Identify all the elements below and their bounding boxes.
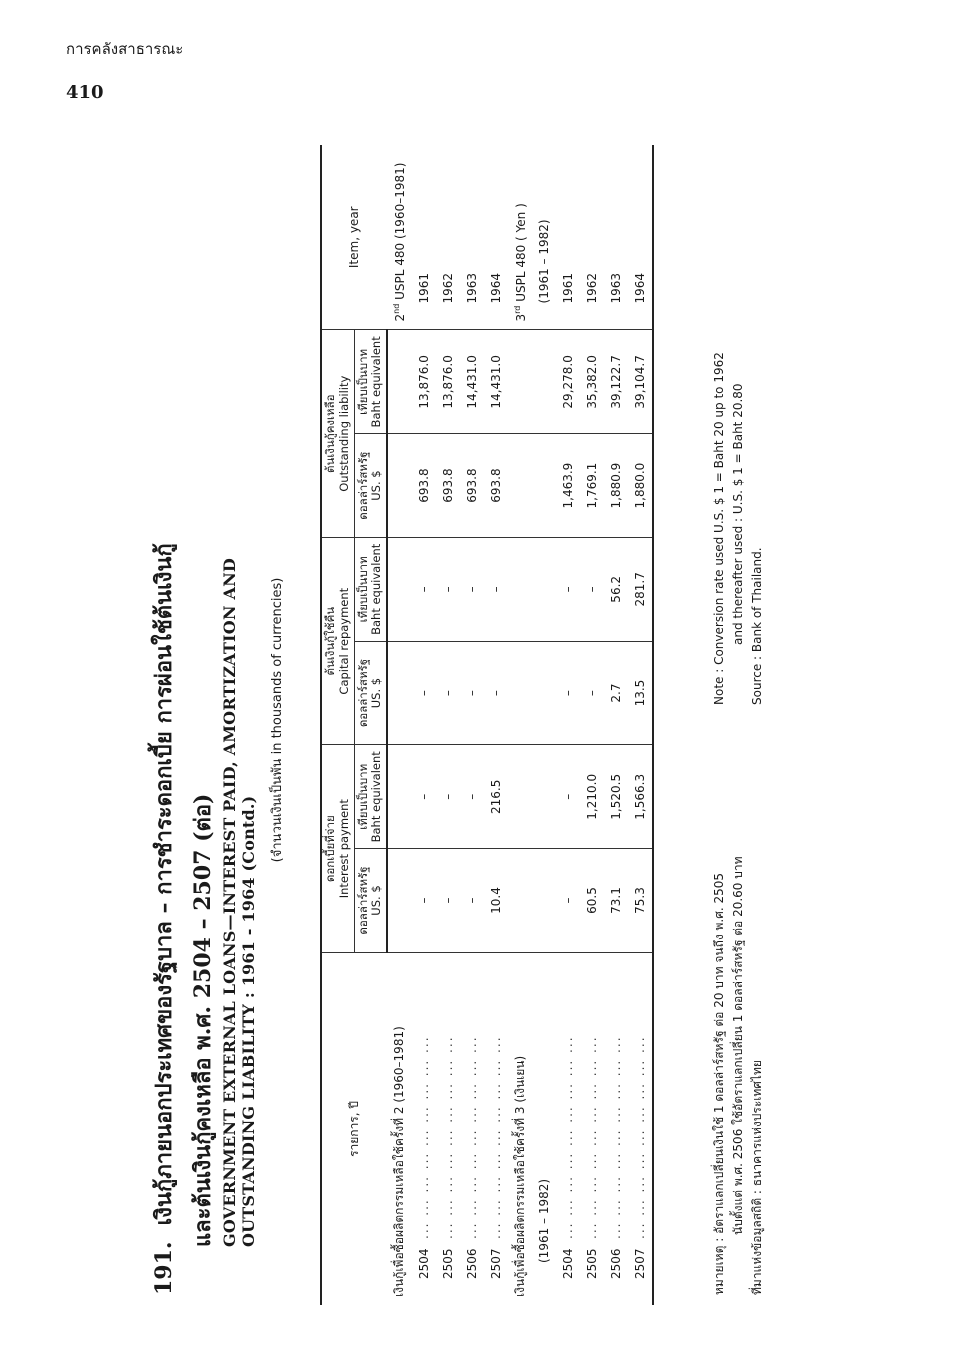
group-header-outstanding	[321, 330, 354, 537]
subheader-baht-thai: เทียบเป็นบาท	[355, 556, 370, 623]
cell-outstanding-baht: 39,122.7	[604, 330, 628, 434]
group-header-capital	[321, 537, 354, 744]
cell-interest-usd: 73.1	[604, 849, 628, 953]
section-label-thai-continued: (1961 – 1982)	[537, 1178, 552, 1263]
cell-capital-usd: –	[436, 641, 460, 745]
table-number: 191.	[151, 1241, 177, 1295]
cell-interest-baht: 1,210.0	[580, 745, 604, 849]
table-row	[628, 145, 653, 1305]
group-capital-english: Capital repayment	[336, 587, 351, 695]
loans-table	[320, 145, 654, 1305]
note-thai-line1: อัตราแลกเปลี่ยนเงินใช้ 1 ดอลล่าร์สหรัฐ ต่อ 20 บาท จนถึง พ.ศ. 2505	[712, 872, 726, 1234]
table-row	[484, 145, 508, 1305]
cell-outstanding-baht: 14,431.0	[460, 330, 484, 434]
table-row	[580, 145, 604, 1305]
section-label-english-continued: (1961 – 1982)	[532, 145, 556, 330]
cell-outstanding-usd: 693.8	[460, 434, 484, 538]
cell-outstanding-baht: 29,278.0	[556, 330, 580, 434]
cell-capital-baht: 281.7	[628, 537, 653, 641]
cell-capital-usd: –	[460, 641, 484, 745]
year-thai: 2504	[561, 1248, 576, 1279]
subheader-baht	[354, 330, 387, 434]
cell-capital-baht: –	[556, 537, 580, 641]
subheader-dollar-english: US. $	[369, 470, 384, 501]
year-thai: 2504	[417, 1248, 432, 1279]
section-label-english-text: USPL 480 (1960–1981)	[393, 162, 408, 304]
year-english: 1961	[412, 145, 436, 330]
source-thai: ธนาคารแห่งประเทศไทย	[750, 1060, 765, 1187]
note-thai-label: หมายเหตุ :	[712, 1237, 726, 1295]
cell-outstanding-usd: 1,880.0	[628, 434, 653, 538]
cell-capital-usd: –	[412, 641, 436, 745]
title-english-line2: OUTSTANDING LIABILITY : 1961 - 1964 (Contd.)	[239, 795, 258, 1247]
section-row-continued	[532, 145, 556, 1305]
notes-english	[710, 145, 768, 705]
section-row	[508, 145, 532, 1305]
table-row	[604, 145, 628, 1305]
cell-capital-baht: –	[412, 537, 436, 641]
table-row	[556, 145, 580, 1305]
year-thai: 2507	[633, 1248, 648, 1279]
cell-capital-baht: 56.2	[604, 537, 628, 641]
section-label-thai: เงินกู้เพื่อซื้อผลิตกรรมเหลือใช้ครั้งที่ 2 (1960–1981)	[392, 1026, 407, 1297]
table-row	[412, 145, 436, 1305]
section-label-english-ordinal: nd	[392, 303, 402, 314]
section-label-english	[387, 145, 412, 330]
subheader-dollar	[354, 641, 387, 745]
subheader-baht-thai: เทียบเป็นบาท	[355, 763, 370, 830]
source-thai-label: ที่มาแห่งข้อมูลสถิติ :	[750, 1190, 765, 1295]
note-thai-line2: นับตั้งแต่ พ.ศ. 2506 ใช้อัตราแลกเปลี่ยน 1 ดอลล่าร์สหรัฐ ต่อ 20.60 บาท	[731, 856, 746, 1235]
cell-outstanding-usd: 693.8	[436, 434, 460, 538]
subheader-dollar	[354, 849, 387, 953]
section-label-english	[508, 145, 532, 330]
subheader-baht	[354, 537, 387, 641]
cell-interest-baht: 216.5	[484, 745, 508, 849]
year-thai: 2506	[609, 1248, 624, 1279]
section-label-english-ordinal: rd	[512, 305, 522, 314]
right-stub-header: Item, year	[321, 145, 387, 330]
cell-interest-usd: –	[460, 849, 484, 953]
year-english: 1964	[628, 145, 653, 330]
cell-interest-usd: –	[436, 849, 460, 953]
cell-capital-baht: –	[484, 537, 508, 641]
subheader-dollar-thai: ดอลล่าร์สหรัฐ	[355, 451, 370, 520]
subheader-baht-english: Baht equivalent	[369, 336, 384, 428]
source-english: Source : Bank of Thailand.	[750, 547, 765, 705]
cell-interest-usd: 10.4	[484, 849, 508, 953]
cell-capital-usd: –	[580, 641, 604, 745]
year-thai: 2505	[441, 1248, 456, 1279]
page-header: การคลังสาธารณะ	[66, 40, 184, 58]
section-label-thai: เงินกู้เพื่อซื้อผลิตกรรมเหลือใช้ครั้งที่ 3 (เงินเยน)	[512, 1055, 527, 1297]
cell-outstanding-usd: 1,769.1	[580, 434, 604, 538]
cell-interest-baht: 1,520.5	[604, 745, 628, 849]
row-year-thai: 2504... ... ... ... ... ... ... ... ...	[561, 1035, 576, 1279]
cell-outstanding-baht: 35,382.0	[580, 330, 604, 434]
row-year-thai: 2506... ... ... ... ... ... ... ... ...	[465, 1035, 480, 1279]
row-year-thai: 2507... ... ... ... ... ... ... ... ...	[489, 1035, 504, 1279]
cell-interest-baht: –	[412, 745, 436, 849]
subheader-dollar	[354, 434, 387, 538]
row-year-thai: 2506... ... ... ... ... ... ... ... ...	[609, 1035, 624, 1279]
year-english: 1963	[460, 145, 484, 330]
group-capital-thai: ต้นเงินกู้ใช้คืน	[323, 606, 337, 676]
cell-interest-usd: 75.3	[628, 849, 653, 953]
group-interest-thai: ดอกเบี้ยที่จ่าย	[323, 815, 337, 883]
cell-interest-baht: –	[460, 745, 484, 849]
subheader-dollar-english: US. $	[369, 885, 384, 916]
year-english: 1962	[436, 145, 460, 330]
cell-outstanding-usd: 693.8	[484, 434, 508, 538]
cell-capital-usd: 2.7	[604, 641, 628, 745]
table-row	[460, 145, 484, 1305]
subheader-baht-english: Baht equivalent	[369, 751, 384, 843]
subheader-dollar-thai: ดอลล่าร์สหรัฐ	[355, 866, 370, 935]
cell-interest-usd: –	[412, 849, 436, 953]
subheader-baht	[354, 745, 387, 849]
group-interest-english: Interest payment	[336, 799, 351, 899]
year-thai: 2505	[585, 1248, 600, 1279]
note-english-line2: and thereafter used : U.S. $ 1 = Baht 20.80	[731, 383, 746, 645]
cell-outstanding-baht: 13,876.0	[436, 330, 460, 434]
group-outstanding-english: Outstanding liability	[336, 375, 351, 492]
note-english-line1: Note : Conversion rate used U.S. $ 1 = Baht 20 up to 1962	[712, 352, 726, 705]
year-english: 1964	[484, 145, 508, 330]
cell-interest-usd: –	[556, 849, 580, 953]
table-row	[436, 145, 460, 1305]
title-thai-line1: เงินกู้ภายนอกประเทศของรัฐบาล – การชำระดอกเบี้ย การผ่อนใช้ต้นเงินกู้	[151, 543, 177, 1226]
group-outstanding-thai: ต้นเงินกู้คงเหลือ	[323, 394, 337, 473]
section-label-english-number: 2	[393, 313, 408, 322]
subheader-dollar-thai: ดอลล่าร์สหรัฐ	[355, 658, 370, 728]
row-year-thai: 2507... ... ... ... ... ... ... ... ...	[628, 952, 653, 1305]
cell-capital-usd: –	[484, 641, 508, 745]
cell-outstanding-usd: 1,463.9	[556, 434, 580, 538]
stub-header: รายการ, ปี	[321, 952, 387, 1305]
cell-outstanding-baht: 14,431.0	[484, 330, 508, 434]
section-row	[387, 145, 412, 1305]
subheader-baht-thai: เทียบเป็นบาท	[355, 348, 370, 415]
cell-interest-baht: 1,566.3	[628, 745, 653, 849]
cell-outstanding-usd: 693.8	[412, 434, 436, 538]
year-thai: 2506	[465, 1248, 480, 1279]
title-english-line1: GOVERNMENT EXTERNAL LOANS—INTEREST PAID, AMORTIZATION AND	[220, 558, 239, 1247]
cell-capital-baht: –	[436, 537, 460, 641]
title-thai-line2: และต้นเงินกู้คงเหลือ พ.ศ. 2504 – 2507 (ต่อ)	[190, 793, 216, 1247]
cell-outstanding-baht: 39,104.7	[628, 330, 653, 434]
group-header-interest	[321, 745, 354, 952]
cell-capital-usd: 13.5	[628, 641, 653, 745]
year-thai: 2507	[489, 1248, 504, 1279]
units-note: (จำนวนเงินเป็นพัน in thousands of currencies)	[270, 577, 285, 863]
table-title	[146, 145, 287, 1295]
cell-capital-usd: –	[556, 641, 580, 745]
year-english: 1961	[556, 145, 580, 330]
cell-capital-baht: –	[460, 537, 484, 641]
row-year-thai: 2505... ... ... ... ... ... ... ... ...	[585, 1035, 600, 1279]
cell-interest-baht: –	[556, 745, 580, 849]
cell-capital-baht: –	[580, 537, 604, 641]
page-number: 410	[66, 82, 104, 103]
cell-outstanding-baht: 13,876.0	[412, 330, 436, 434]
subheader-dollar-english: US. $	[369, 677, 384, 709]
year-english: 1963	[604, 145, 628, 330]
section-label-english-text: USPL 480 ( Yen )	[513, 203, 528, 306]
cell-interest-usd: 60.5	[580, 849, 604, 953]
year-english: 1962	[580, 145, 604, 330]
section-label-english-number: 3	[513, 313, 528, 322]
cell-interest-baht: –	[436, 745, 460, 849]
notes-thai	[710, 735, 768, 1295]
subheader-baht-english: Baht equivalent	[369, 543, 384, 635]
row-year-thai: 2505... ... ... ... ... ... ... ... ...	[441, 1035, 456, 1279]
rotated-content	[140, 130, 830, 1305]
row-year-thai: 2504... ... ... ... ... ... ... ... ...	[417, 1035, 432, 1279]
cell-outstanding-usd: 1,880.9	[604, 434, 628, 538]
